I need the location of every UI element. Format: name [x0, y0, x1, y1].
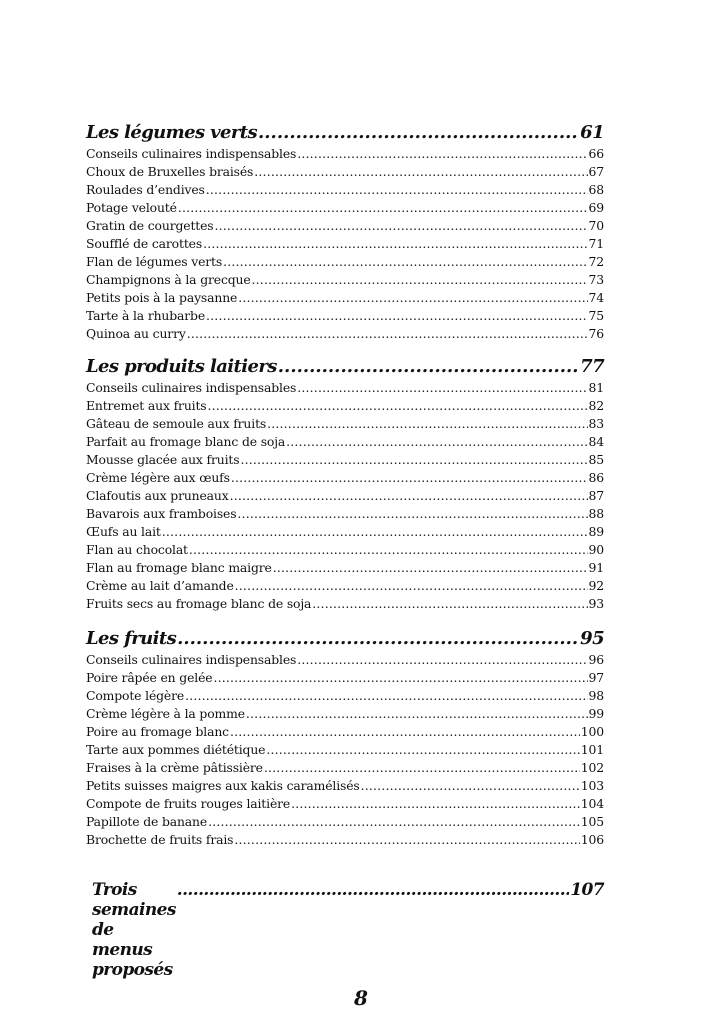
toc-entry: [86, 182, 604, 200]
dot-leader: [286, 434, 587, 449]
toc-entry: [86, 146, 604, 164]
dot-leader: [235, 578, 588, 593]
dot-leader: [234, 832, 579, 847]
dot-leader: [162, 524, 588, 539]
section-heading: [86, 628, 604, 652]
dot-leader: [208, 814, 580, 829]
entry-title: Soufflé de carottes: [86, 236, 203, 251]
toc-entry: [86, 506, 604, 524]
entry-page: 71: [588, 236, 604, 251]
toc-entry: [86, 308, 604, 326]
toc-final-entry: [92, 880, 604, 980]
entry-title: Flan au chocolat: [86, 542, 188, 557]
dot-leader: [240, 452, 587, 467]
entry-page: 98: [588, 688, 604, 703]
entry-title: Parfait au fromage blanc de soja: [86, 434, 286, 449]
entry-title: Crème au lait d’amande: [86, 578, 234, 593]
entry-title: Fraises à la crème pâtissière: [86, 760, 263, 775]
entry-title: Flan de légumes verts: [86, 254, 223, 269]
entry-page: 83: [588, 416, 604, 431]
entry-page: 96: [588, 652, 604, 667]
toc-entry: [86, 760, 604, 778]
entry-page: 70: [588, 218, 604, 233]
entry-page: 73: [588, 272, 604, 287]
toc-entry: [86, 398, 604, 416]
entry-page: 105: [580, 814, 604, 829]
entry-title: Crème légère aux œufs: [86, 470, 230, 485]
entry-title: Petits pois à la paysanne: [86, 290, 238, 305]
dot-leader: [206, 182, 588, 197]
toc-entry: [86, 200, 604, 218]
entry-title: Roulades d’endives: [86, 182, 205, 197]
dot-leader: [246, 706, 588, 721]
toc-entry: [86, 778, 604, 796]
toc-entry: [86, 670, 604, 688]
entry-title: Gratin de courgettes: [86, 218, 214, 233]
toc-entry: [86, 488, 604, 506]
entry-page: 93: [588, 596, 604, 611]
toc-entry: [86, 470, 604, 488]
entry-page: 67: [588, 164, 604, 179]
toc-entry: [86, 688, 604, 706]
dot-leader: [230, 488, 588, 503]
entry-title: Choux de Bruxelles braisés: [86, 164, 254, 179]
dot-leader: [177, 628, 579, 649]
dot-leader: [237, 506, 587, 521]
dot-leader: [178, 200, 588, 215]
entry-title: Fruits secs au fromage blanc de soja: [86, 596, 312, 611]
entry-title: Œufs au lait: [86, 524, 161, 539]
toc-entry: [86, 524, 604, 542]
dot-leader: [203, 236, 587, 251]
toc-entry: [86, 652, 604, 670]
dot-leader: [361, 778, 580, 793]
entry-title: Crème légère à la pomme: [86, 706, 245, 721]
dot-leader: [264, 760, 580, 775]
entry-page: 91: [588, 560, 604, 575]
dot-leader: [206, 308, 588, 323]
entry-page: 74: [588, 290, 604, 305]
dot-leader: [231, 470, 588, 485]
dot-leader: [267, 416, 587, 431]
toc-entry: [86, 596, 604, 614]
entry-page: 81: [588, 380, 604, 395]
entry-title: Brochette de fruits frais: [86, 832, 234, 847]
section-heading: [86, 122, 604, 146]
entry-title: Quinoa au curry: [86, 326, 186, 341]
dot-leader: [238, 290, 587, 305]
entry-page: 92: [588, 578, 604, 593]
entry-title: Conseils culinaires indispensables: [86, 380, 297, 395]
entry-page: 104: [580, 796, 604, 811]
toc-entry: [86, 164, 604, 182]
entry-page: 86: [588, 470, 604, 485]
page-number: 8: [354, 986, 368, 1010]
toc-entry: [86, 542, 604, 560]
toc-entry: [86, 290, 604, 308]
entry-title: Flan au fromage blanc maigre: [86, 560, 272, 575]
entry-page: 102: [580, 760, 604, 775]
entry-title: Conseils culinaires indispensables: [86, 652, 297, 667]
dot-leader: [273, 560, 588, 575]
entry-title: Gâteau de semoule aux fruits: [86, 416, 267, 431]
toc-entry: [86, 272, 604, 290]
section-page: 77: [580, 356, 604, 377]
dot-leader: [278, 356, 579, 377]
entry-page: 99: [588, 706, 604, 721]
dot-leader: [252, 272, 588, 287]
entry-page: 84: [588, 434, 604, 449]
dot-leader: [230, 724, 580, 739]
entry-title: Champignons à la grecque: [86, 272, 251, 287]
dot-leader: [208, 398, 588, 413]
entry-title: Compote légère: [86, 688, 185, 703]
dot-leader: [291, 796, 580, 811]
toc-entry: [86, 326, 604, 344]
dot-leader: [297, 146, 587, 161]
dot-leader: [215, 218, 588, 233]
toc-entry: [86, 254, 604, 272]
entry-title: Mousse glacée aux fruits: [86, 452, 240, 467]
entry-page: 87: [588, 488, 604, 503]
entry-page: 88: [588, 506, 604, 521]
dot-leader: [254, 164, 587, 179]
entry-page: 85: [588, 452, 604, 467]
toc-entry: [86, 724, 604, 742]
entry-title: Poire râpée en gelée: [86, 670, 213, 685]
toc-entry: [86, 814, 604, 832]
dot-leader: [185, 688, 587, 703]
entry-page: 72: [588, 254, 604, 269]
section-page: 61: [580, 122, 604, 143]
toc-entry: [86, 706, 604, 724]
entry-page: 69: [588, 200, 604, 215]
entry-title: Conseils culinaires indispensables: [86, 146, 297, 161]
entry-title: Papillote de banane: [86, 814, 208, 829]
toc-entry: [86, 236, 604, 254]
entry-page: 89: [588, 524, 604, 539]
entry-title: Entremet aux fruits: [86, 398, 207, 413]
toc-section-fruits: [86, 628, 604, 850]
entry-title: Poire au fromage blanc: [86, 724, 229, 739]
dot-leader: [258, 122, 579, 143]
toc-entry: [86, 742, 604, 760]
entry-page: 68: [588, 182, 604, 197]
entry-page: 97: [588, 670, 604, 685]
entry-page: 101: [580, 742, 604, 757]
toc-section-produits-laitiers: [86, 356, 604, 614]
dot-leader: [187, 326, 588, 341]
entry-page: 106: [580, 832, 604, 847]
section-heading: [86, 356, 604, 380]
entry-title: Potage velouté: [86, 200, 177, 215]
final-entry-title: Trois semaines de menus proposés: [92, 880, 176, 980]
section-title: Les fruits: [86, 628, 177, 649]
toc-entry: [86, 832, 604, 850]
dot-leader: [312, 596, 587, 611]
dot-leader: [177, 880, 570, 900]
dot-leader: [297, 380, 587, 395]
entry-title: Petits suisses maigres aux kakis caramélisés: [86, 778, 360, 793]
section-title: Les produits laitiers: [86, 356, 277, 377]
section-title: Les légumes verts: [86, 122, 258, 143]
dot-leader: [213, 670, 587, 685]
toc-entry: [86, 416, 604, 434]
toc-entry: [86, 434, 604, 452]
entry-title: Tarte à la rhubarbe: [86, 308, 206, 323]
entry-page: 66: [588, 146, 604, 161]
dot-leader: [266, 742, 579, 757]
entry-page: 90: [588, 542, 604, 557]
dot-leader: [223, 254, 587, 269]
toc-entry: [86, 380, 604, 398]
entry-page: 103: [580, 778, 604, 793]
entry-page: 75: [588, 308, 604, 323]
toc-entry: [86, 560, 604, 578]
toc-entry: [86, 796, 604, 814]
entry-page: 76: [588, 326, 604, 341]
section-page: 95: [580, 628, 604, 649]
entry-title: Bavarois aux framboises: [86, 506, 237, 521]
dot-leader: [297, 652, 587, 667]
toc-entry: [86, 452, 604, 470]
entry-page: 82: [588, 398, 604, 413]
entry-page: 100: [580, 724, 604, 739]
dot-leader: [189, 542, 588, 557]
entry-title: Clafoutis aux pruneaux: [86, 488, 229, 503]
entry-title: Compote de fruits rouges laitière: [86, 796, 291, 811]
toc-entry: [86, 218, 604, 236]
entry-title: Tarte aux pommes diététique: [86, 742, 266, 757]
final-entry-page: 107: [570, 880, 604, 900]
toc-section-legumes-verts: [86, 122, 604, 344]
toc-entry: [86, 578, 604, 596]
